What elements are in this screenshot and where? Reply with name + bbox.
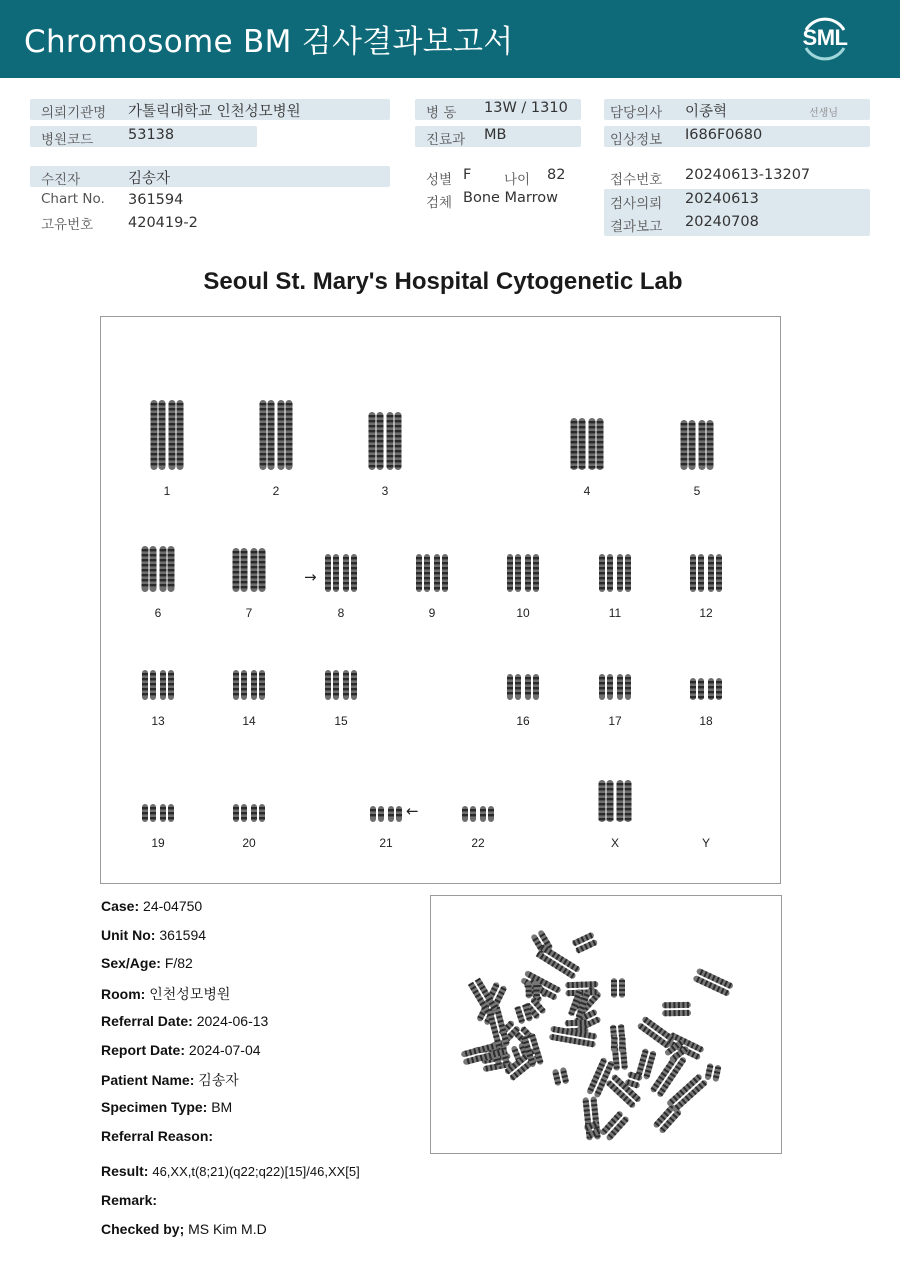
pname-row <box>101 1070 239 1090</box>
code-value: 53138 <box>128 127 175 143</box>
header-bar <box>0 0 900 78</box>
pname-value: 김송자 <box>198 1072 239 1088</box>
chromosome-pair-4 <box>571 418 604 470</box>
chromosome-pair-8 <box>325 554 357 592</box>
chromosome-pair-21 <box>370 806 402 822</box>
spec-row <box>101 1099 232 1115</box>
chromosome-label-22: 22 <box>471 836 485 850</box>
chromosome-pair-6 <box>142 546 175 592</box>
checked-label: Checked by; <box>101 1221 185 1237</box>
doctor-value: 이종혁 <box>685 104 728 120</box>
metaphase-chromosome <box>571 932 598 954</box>
chromosome-label-10: 10 <box>516 606 530 620</box>
report-value: 20240708 <box>685 214 759 230</box>
chromosome-label-5: 5 <box>693 484 701 498</box>
chromosome-pair-15 <box>325 670 357 700</box>
report-title: Chromosome BM 검사결과보고서 <box>24 24 514 60</box>
unique-value: 420419-2 <box>128 215 198 231</box>
reportdate-value: 2024-07-04 <box>188 1042 261 1058</box>
metaphase-chromosome <box>535 944 580 980</box>
chart-value: 361594 <box>128 192 184 208</box>
code-label: 병원코드 <box>41 132 94 148</box>
reportdate-row <box>101 1042 261 1058</box>
chromosome-pair-14 <box>233 670 265 700</box>
chromosome-label-Y: Y <box>701 836 710 850</box>
metaphase-chromosome <box>662 1002 691 1017</box>
receipt-value: 20240613-13207 <box>685 167 811 183</box>
doctor-suffix: 선생님 <box>809 108 838 119</box>
chromosome-pair-11 <box>599 554 631 592</box>
chromosome-label-2: 2 <box>272 484 280 498</box>
chromosome-label-14: 14 <box>242 714 256 728</box>
name-label: 수진자 <box>41 172 81 188</box>
chromosome-pair-5 <box>681 420 714 470</box>
karyogram-image <box>101 317 780 883</box>
chromosome-label-18: 18 <box>699 714 713 728</box>
unit-value: 361594 <box>159 927 207 943</box>
age-label: 나이 <box>504 172 531 188</box>
age-value: 82 <box>547 167 566 183</box>
chromosome-pair-2 <box>260 400 293 470</box>
chromosome-pair-1 <box>151 400 184 470</box>
reason-row <box>101 1128 213 1144</box>
chromosome-label-7: 7 <box>245 606 253 620</box>
referral-value: 2024-06-13 <box>196 1013 269 1029</box>
metaphase-chromosome <box>552 1067 569 1086</box>
metaphase-chromosome <box>704 1063 721 1082</box>
result-row <box>101 1163 360 1179</box>
reason-label: Referral Reason: <box>101 1128 214 1144</box>
request-value: 20240613 <box>685 191 759 207</box>
chromosome-pair-7 <box>233 548 266 592</box>
chromosome-label-19: 19 <box>151 836 165 850</box>
referral-label: Referral Date: <box>101 1013 193 1029</box>
chromosome-pair-3 <box>369 412 402 470</box>
chromosome-label-4: 4 <box>583 484 591 498</box>
checked-value: MS Kim M.D <box>188 1221 267 1237</box>
spec-label: Specimen Type: <box>101 1099 208 1115</box>
chromosome-pair-9 <box>416 554 448 592</box>
chart-label: Chart No. <box>41 191 105 207</box>
specimen-label: 검체 <box>426 195 453 211</box>
sex-value: F <box>463 167 472 183</box>
remark-label: Remark: <box>101 1192 158 1208</box>
dept-label: 진료과 <box>426 132 466 148</box>
clinical-value: I686F0680 <box>685 127 763 143</box>
unique-label: 고유번호 <box>41 217 94 233</box>
chromosome-pair-13 <box>142 670 174 700</box>
request-label: 검사의뢰 <box>610 196 663 212</box>
chromosome-label-17: 17 <box>608 714 622 728</box>
institution-label: 의뢰기관명 <box>41 105 107 121</box>
lab-title: Seoul St. Mary's Hospital Cytogenetic Lab <box>203 268 683 295</box>
doctor-label: 담당의사 <box>610 105 663 121</box>
chromosome-label-8: 8 <box>337 606 345 620</box>
reportdate-label: Report Date: <box>101 1042 186 1058</box>
chromosome-pair-20 <box>233 804 265 822</box>
chromosome-pair-18 <box>690 678 722 700</box>
sex-label: 성별 <box>426 172 453 188</box>
room-row <box>101 984 230 1004</box>
chromosome-pair-16 <box>507 674 539 700</box>
chromosome-label-20: 20 <box>242 836 256 850</box>
chromosome-label-6: 6 <box>154 606 162 620</box>
chromosome-label-9: 9 <box>428 606 436 620</box>
chromosome-label-3: 3 <box>381 484 389 498</box>
sexage-label: Sex/Age: <box>101 955 161 971</box>
chromosome-label-11: 11 <box>608 606 622 620</box>
receipt-label: 접수번호 <box>610 172 663 188</box>
sexage-row <box>101 955 193 971</box>
metaphase-chromosome <box>611 1035 626 1053</box>
chromosome-label-X: X <box>610 836 619 850</box>
chromosome-label-21: 21 <box>379 836 393 850</box>
metaphase-chromosome <box>586 1057 615 1099</box>
spec-value: BM <box>211 1099 233 1115</box>
name-row-bg <box>30 166 390 187</box>
specimen-value: Bone Marrow <box>463 190 559 206</box>
checked-row <box>101 1221 267 1237</box>
chromosome-label-16: 16 <box>516 714 530 728</box>
chromosome-pair-12 <box>690 554 722 592</box>
unit-label: Unit No: <box>101 927 156 943</box>
institution-value: 가톨릭대학교 인천성모병원 <box>128 104 301 120</box>
result-label: Result: <box>101 1163 149 1179</box>
translocation-arrow-8: → <box>304 568 317 586</box>
room-value: 인천성모병원 <box>149 986 231 1002</box>
metaphase-image-frame <box>430 895 782 1154</box>
logo-text: SML <box>802 25 848 50</box>
ward-value: 13W / 1310 <box>484 100 568 116</box>
chromosome-pair-X <box>599 780 632 822</box>
metaphase-spread-image <box>431 896 781 1153</box>
case-row <box>101 898 202 914</box>
case-value: 24-04750 <box>143 898 203 914</box>
karyotype-panel <box>100 316 781 884</box>
remark-row <box>101 1192 157 1208</box>
metaphase-chromosome <box>692 968 734 997</box>
chromosome-pair-19 <box>142 804 174 822</box>
translocation-arrow-21: ← <box>406 802 419 820</box>
chromosome-label-15: 15 <box>334 714 348 728</box>
chromosome-pair-17 <box>599 674 631 700</box>
clinical-label: 임상정보 <box>610 132 663 148</box>
chromosome-label-12: 12 <box>699 606 713 620</box>
dept-value: MB <box>484 127 507 143</box>
chromosome-label-1: 1 <box>163 484 171 498</box>
pname-label: Patient Name: <box>101 1072 195 1088</box>
sexage-value: F/82 <box>164 955 193 971</box>
ward-label: 병 동 <box>426 105 457 121</box>
report-label: 결과보고 <box>610 219 663 235</box>
metaphase-chromosome <box>599 1110 629 1142</box>
chromosome-pair-10 <box>507 554 539 592</box>
result-value: 46,XX,t(8;21)(q22;q22)[15]/46,XX[5] <box>152 1164 360 1179</box>
chromosome-pair-22 <box>462 806 494 822</box>
sml-logo <box>796 10 854 68</box>
name-value: 김송자 <box>128 171 171 187</box>
case-label: Case: <box>101 898 140 914</box>
referral-row <box>101 1013 268 1029</box>
room-label: Room: <box>101 986 146 1002</box>
unit-row <box>101 927 206 943</box>
metaphase-chromosome <box>611 978 625 998</box>
chromosome-label-13: 13 <box>151 714 165 728</box>
